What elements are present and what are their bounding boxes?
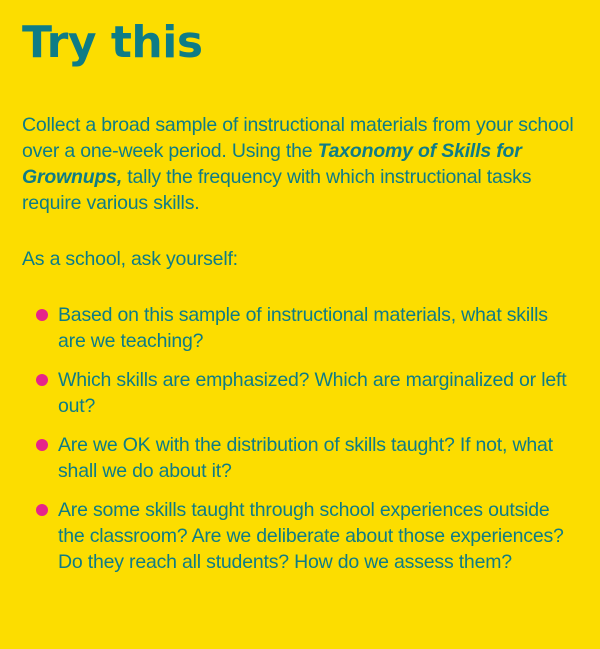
list-item (22, 497, 576, 575)
list-item (22, 432, 576, 484)
question-text: Based on this sample of instructional materials, what skills are we teaching? (58, 304, 548, 352)
list-item (22, 302, 576, 354)
question-text: Are some skills taught through school experiences outside the classroom? Are we deliberate about those experiences? Do they reach all students? How do we assess them? (58, 499, 564, 573)
question-text: Which skills are emphasized? Which are marginalized or left out? (58, 369, 567, 417)
intro-text-part2: tally the frequency with which instructional tasks require various skills. (22, 166, 532, 214)
question-list (22, 302, 576, 575)
taxonomy-title: Taxonomy of Skills for Grownups, (22, 140, 522, 188)
bullet-dot-icon (36, 309, 48, 321)
list-item (22, 367, 576, 419)
intro-text-part1: Collect a broad sample of instructional materials from your school over a one-week period. Using the (22, 114, 574, 162)
ask-label: As a school, ask yourself: (22, 248, 238, 270)
panel-title: Try this (22, 17, 203, 68)
bullet-dot-icon (36, 439, 48, 451)
bullet-dot-icon (36, 504, 48, 516)
intro-paragraph (22, 112, 576, 216)
question-text: Are we OK with the distribution of skills taught? If not, what shall we do about it? (58, 434, 553, 482)
bullet-dot-icon (36, 374, 48, 386)
